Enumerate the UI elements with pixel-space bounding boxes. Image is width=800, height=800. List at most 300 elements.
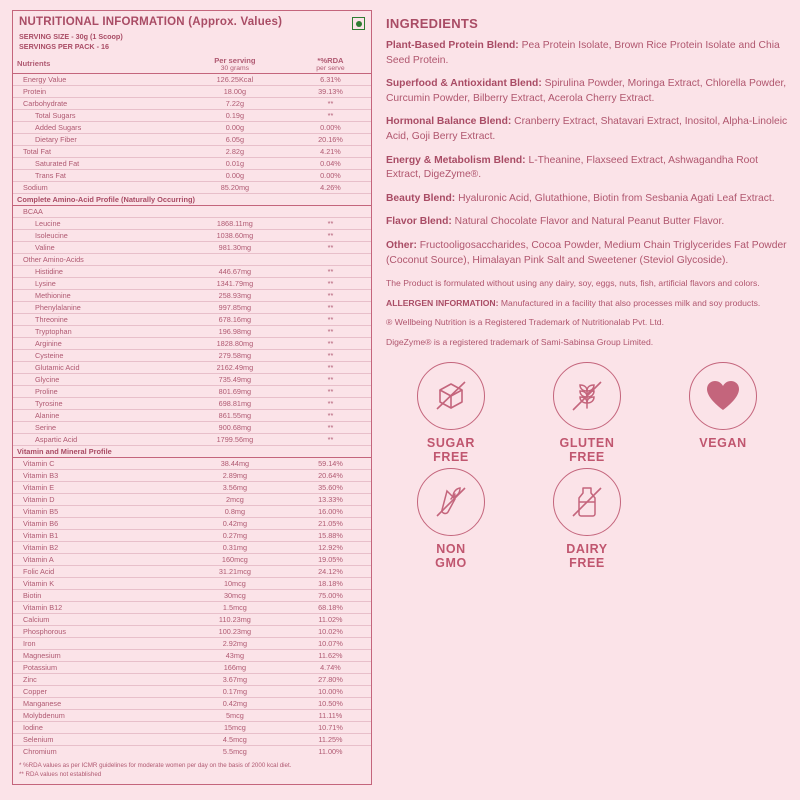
nutrient-name: Phenylalanine [13,301,180,313]
table-row [13,433,371,445]
nutrient-name: Biotin [13,589,180,601]
table-row [13,469,371,481]
table-row [13,745,371,757]
nutrient-amount: 5mcg [180,709,290,721]
nutrient-name: Vitamin B12 [13,601,180,613]
table-row [13,649,371,661]
badge-label [566,542,607,570]
table-row [13,733,371,745]
ingredient-blend [386,192,788,207]
nutrient-rda: 16.00% [290,505,371,517]
nutrient-amount: 15mcg [180,721,290,733]
ingredient-blend-text: Natural Chocolate Flavor and Natural Peanut Butter Flavor. [451,216,725,228]
note-label: ALLERGEN INFORMATION: [386,297,499,308]
nutrient-rda: ** [290,229,371,241]
table-row [13,517,371,529]
table-header-row [13,55,371,74]
note-text: Manufactured in a facility that also processes milk and soy products. [498,297,761,308]
nutrient-amount: 861.55mg [180,409,290,421]
ingredient-note [386,316,788,328]
wheat-icon [553,362,621,430]
nutrient-name: Threonine [13,313,180,325]
badge-label [435,542,467,570]
nutrient-name: Vitamin B6 [13,517,180,529]
nutrient-amount: 2162.49mg [180,361,290,373]
badge-sugar-cube [386,362,516,464]
nutrient-rda: 10.50% [290,697,371,709]
table-row [13,361,371,373]
nutrient-name: Aspartic Acid [13,433,180,445]
badge-wheat [522,362,652,464]
nutrient-rda: 20.64% [290,469,371,481]
ingredients-title: INGREDIENTS [386,16,479,31]
nutrient-rda: 11.11% [290,709,371,721]
nutrient-rda: ** [290,385,371,397]
badge-label [699,436,746,450]
nutrition-panel-column [12,10,372,790]
footnote-rda: * %RDA values as per ICMR guidelines for moderate women per day on the basis of 2000 kcal diet. [19,761,292,769]
nutrient-name: Added Sugars [13,121,180,133]
table-row [13,205,371,217]
nutrient-rda: 15.88% [290,529,371,541]
table-row [13,493,371,505]
nutrient-rda: ** [290,241,371,253]
ingredient-note [386,297,788,309]
nutrient-name: Selenium [13,733,180,745]
ingredient-blend-label: Plant-Based Protein Blend: [386,40,519,51]
table-row [13,169,371,181]
nutrient-name: Molybdenum [13,709,180,721]
nutrient-amount: 2.89mg [180,469,290,481]
nutrient-amount: 126.25Kcal [180,73,290,85]
nutrient-amount [180,205,290,217]
badge-label-line1: SUGAR [426,436,476,451]
nutrient-rda: ** [290,265,371,277]
table-row [13,85,371,97]
nutrient-rda: 68.18% [290,601,371,613]
table-row [13,553,371,565]
nutrient-name: Leucine [13,217,180,229]
rda-label: *%RDA [317,55,344,65]
ingredient-note [386,277,788,289]
nutrient-amount: 196.98mg [180,325,290,337]
badge-label-line1: NON [436,542,466,557]
nutrient-amount: 0.42mg [180,697,290,709]
nutrient-amount: 981.30mg [180,241,290,253]
nutrient-name: Magnesium [13,649,180,661]
nutrient-rda: ** [290,421,371,433]
nutrient-rda: 11.02% [290,613,371,625]
nutrient-amount: 30mcg [180,589,290,601]
per-serving-sub: 30 grams [220,64,250,72]
ingredient-blend-text: Fructooligosaccharides, Cocoa Powder, Medium Chain Triglycerides Fat Powder (Coconut Source), Himalayan Pink Salt and Sweetener (Steviol Glycoside). [386,240,787,266]
note-text: DigeZyme® is a registered trademark of Sami-Sabinsa Group Limited. [386,336,654,347]
nutrient-name: Vitamin A [13,553,180,565]
table-row [13,577,371,589]
nutrient-amount: 446.67mg [180,265,290,277]
nutrient-amount: 166mg [180,661,290,673]
serving-size: SERVING SIZE - 30g (1 Scoop) [19,32,123,41]
table-row [13,721,371,733]
nutrient-amount: 1038.60mg [180,229,290,241]
badge-label-line2: GMO [435,556,467,571]
nutrient-rda: 39.13% [290,85,371,97]
nutrient-amount: 100.23mg [180,625,290,637]
nutrient-name: Tryptophan [13,325,180,337]
nutrient-amount: 2mcg [180,493,290,505]
nutrient-amount: 0.8mg [180,505,290,517]
badge-label [427,436,475,464]
nutrition-footnotes [13,757,371,785]
ingredient-blend [386,39,788,68]
table-row [13,565,371,577]
nutrition-title: NUTRITIONAL INFORMATION (Approx. Values) [19,16,283,28]
nutrient-amount: 1828.80mg [180,337,290,349]
table-row [13,385,371,397]
nutrient-rda: ** [290,325,371,337]
nutrient-name: Glutamic Acid [13,361,180,373]
table-row [13,241,371,253]
table-row [13,529,371,541]
table-row [13,697,371,709]
nutrient-amount: 110.23mg [180,613,290,625]
nutrient-amount: 10mcg [180,577,290,589]
veg-mark-icon [352,17,365,30]
sugar-cube-icon [417,362,485,430]
table-row [13,709,371,721]
note-text: ® Wellbeing Nutrition is a Registered Trademark of Nutritionalab Pvt. Ltd. [386,317,664,328]
badge-label-line2: FREE [569,556,605,571]
ingredient-blend-label: Beauty Blend: [386,192,456,204]
nutrient-amount: 1799.56mg [180,433,290,445]
nutrient-name: Vitamin B3 [13,469,180,481]
ingredient-blend-text: L-Theanine, Flaxseed Extract, Ashwagandha Root Extract, DigeZyme®. [386,154,758,181]
nutrition-table [13,55,371,757]
nutrient-name: Sodium [13,181,180,193]
nutrient-amount: 43mg [180,649,290,661]
nutrient-rda: ** [290,97,371,109]
nutrient-name: Isoleucine [13,229,180,241]
nutrient-name: Proline [13,385,180,397]
nutrient-rda: ** [290,337,371,349]
table-row [13,409,371,421]
nutrient-amount: 0.27mg [180,529,290,541]
nutrient-amount: 3.67mg [180,673,290,685]
column-header-rda [290,55,371,74]
nutrient-amount: 279.58mg [180,349,290,361]
table-row [13,181,371,193]
nutrient-name: Methionine [13,289,180,301]
badge-empty [658,468,788,570]
nutrient-rda: 75.00% [290,589,371,601]
table-row [13,481,371,493]
table-row [13,325,371,337]
nutrient-rda: 35.60% [290,481,371,493]
nutrient-rda: 10.02% [290,625,371,637]
nutrient-rda: 0.04% [290,157,371,169]
table-row [13,349,371,361]
milk-bottle-icon [553,468,621,536]
nutrient-rda: 27.80% [290,673,371,685]
nutrient-name: Vitamin D [13,493,180,505]
badge-label [560,436,615,464]
badge-heart [658,362,788,464]
table-row [13,229,371,241]
nutrition-facts-box [12,10,372,785]
nutrient-name: Total Sugars [13,109,180,121]
nutrient-name: Folic Acid [13,565,180,577]
table-row [13,637,371,649]
table-row [13,601,371,613]
ingredient-blend [386,115,788,144]
table-row [13,109,371,121]
nutrient-amount: 4.5mcg [180,733,290,745]
nutrient-name: Manganese [13,697,180,709]
table-row [13,217,371,229]
table-row [13,73,371,85]
table-row [13,685,371,697]
table-row [13,421,371,433]
nutrient-amount: 3.56mg [180,481,290,493]
badge-milk-bottle [522,468,652,570]
table-row [13,673,371,685]
nutrient-rda: 10.07% [290,637,371,649]
ingredient-blend [386,154,788,183]
table-row [13,313,371,325]
nutrient-rda: 19.05% [290,553,371,565]
nutrient-amount [180,253,290,265]
nutrient-rda: ** [290,301,371,313]
nutrient-name: Chromium [23,746,57,756]
nutrient-rda: ** [290,109,371,121]
nutrient-rda: 11.62% [290,649,371,661]
nutrient-name: Calcium [13,613,180,625]
nutrient-name: Valine [13,241,180,253]
nutrient-amount: 0.17mg [180,685,290,697]
nutrient-name: Carbohydrate [13,97,180,109]
nutrient-rda: ** [290,313,371,325]
table-row [13,133,371,145]
table-row [13,277,371,289]
table-row [13,505,371,517]
nutrient-amount: 997.85mg [180,301,290,313]
nutrient-name: Vitamin B1 [13,529,180,541]
nutrient-rda: 0.00% [290,121,371,133]
nutrient-amount: 5.5mcg [222,746,247,756]
nutrient-rda: ** [290,217,371,229]
ingredient-blend [386,77,788,106]
nutrient-name: Histidine [13,265,180,277]
nutrient-name: Total Fat [13,145,180,157]
ingredients-list [386,39,788,268]
nutrient-amount: 85.20mg [180,181,290,193]
nutrient-amount: 678.16mg [180,313,290,325]
ingredients-column [386,10,788,790]
nutrient-amount: 160mcg [180,553,290,565]
nutrient-name: Tyrosine [13,397,180,409]
nutrient-rda: ** [290,433,371,445]
ingredient-note [386,336,788,348]
badge-label-line2: FREE [433,450,469,465]
nutrient-rda: 6.31% [290,73,371,85]
nutrient-rda [290,253,371,265]
nutrient-amount: 1.5mcg [180,601,290,613]
nutrient-amount: 698.81mg [180,397,290,409]
nutrient-name: Iron [13,637,180,649]
nutrient-name: Vitamin E [13,481,180,493]
per-serving-label: Per serving [214,55,256,65]
table-row [13,541,371,553]
table-row [13,613,371,625]
nutrient-name: Other Amino-Acids [13,253,180,265]
table-section-row [13,193,371,205]
table-row [13,97,371,109]
nutrient-amount: 258.93mg [180,289,290,301]
nutrient-name: Dietary Fiber [13,133,180,145]
nutrient-rda: ** [290,373,371,385]
nutrient-name: Vitamin K [13,577,180,589]
ingredient-blend-label: Energy & Metabolism Blend: [386,154,526,166]
nutrient-rda: 24.12% [290,565,371,577]
nutrient-rda: 4.74% [290,661,371,673]
table-row [13,397,371,409]
nutrient-amount: 1341.79mg [180,277,290,289]
nutrient-rda: ** [290,409,371,421]
column-header-nutrients: Nutrients [13,55,180,74]
column-header-per-serving [180,55,290,74]
badge-label-line1: DAIRY [566,542,608,557]
nutrient-name: BCAA [13,205,180,217]
nutrient-name: Vitamin B2 [13,541,180,553]
nutrient-rda [290,205,371,217]
nutrient-rda: 10.71% [290,721,371,733]
ingredient-blend [386,215,788,230]
ingredients-notes [386,277,788,348]
nutrient-name: Copper [13,685,180,697]
nutrient-amount: 31.21mcg [180,565,290,577]
nutrient-name: Alanine [13,409,180,421]
nutrient-name: Glycine [13,373,180,385]
badge-label-line2: FREE [569,450,605,465]
badge-test-tube-sprout [386,468,516,570]
nutrient-name: Protein [13,85,180,97]
nutrient-rda: ** [290,349,371,361]
ingredient-blend-label: Superfood & Antioxidant Blend: [386,78,542,90]
nutrient-rda: ** [290,361,371,373]
section-label: Vitamin and Mineral Profile [13,445,371,457]
nutrient-rda: 4.26% [290,181,371,193]
nutrient-rda: 20.16% [290,133,371,145]
table-section-row [13,445,371,457]
ingredient-blend-label: Flavor Blend: [386,216,452,228]
nutrient-rda: ** [290,397,371,409]
rda-sub: per serve [316,64,345,72]
table-row [13,301,371,313]
nutrient-amount: 2.92mg [180,637,290,649]
table-row [13,373,371,385]
ingredient-blend [386,239,788,268]
nutrient-name: Vitamin C [13,457,180,469]
nutrient-amount: 735.49mg [180,373,290,385]
ingredient-blend-label: Other: [386,240,417,252]
ingredient-blend-text: Cranberry Extract, Shatavari Extract, Inositol, Alpha-Linoleic Acid, Goji Berry Extract. [386,116,788,143]
nutrition-header [13,11,371,32]
table-row [13,145,371,157]
nutrient-rda: 21.05% [290,517,371,529]
nutrient-amount: 0.42mg [180,517,290,529]
table-row [13,265,371,277]
nutrient-amount: 38.44mg [180,457,290,469]
nutrient-rda: ** [290,289,371,301]
nutrient-amount: 18.00g [180,85,290,97]
nutrient-name: Phosphorous [13,625,180,637]
ingredient-blend-text: Spirulina Powder, Moringa Extract, Chlorella Powder, Curcumin Powder, Bilberry Extract, Acerola Cherry Extract. [386,78,787,104]
table-row [13,337,371,349]
table-row [13,625,371,637]
nutrient-name: Saturated Fat [13,157,180,169]
nutrient-rda: 18.18% [290,577,371,589]
ingredient-blend-label: Hormonal Balance Blend: [386,116,512,128]
nutrient-amount: 1868.11mg [180,217,290,229]
table-row [13,157,371,169]
test-tube-sprout-icon [417,468,485,536]
servings-per-pack: SERVINGS PER PACK - 16 [19,42,110,52]
table-row [13,253,371,265]
heart-icon [689,362,757,430]
nutrient-rda: 12.92% [290,541,371,553]
nutrient-name: Lysine [13,277,180,289]
nutrient-amount: 7.22g [180,97,290,109]
nutrient-name: Iodine [13,721,180,733]
nutrient-name: Zinc [13,673,180,685]
nutrient-rda: 10.00% [290,685,371,697]
serving-info [13,32,371,55]
nutrient-name: Vitamin B5 [13,505,180,517]
ingredient-blend-text: Hyaluronic Acid, Glutathione, Biotin from Sesbania Agati Leaf Extract. [455,192,775,204]
nutrient-rda: 4.21% [290,145,371,157]
nutrient-name: Cysteine [13,349,180,361]
certification-badges [386,362,788,570]
table-row [13,589,371,601]
nutrient-name: Potassium [13,661,180,673]
nutrient-name: Serine [13,421,180,433]
nutrient-rda: 11.25% [290,733,371,745]
nutrient-amount: 0.00g [180,169,290,181]
footnote-not-established: ** RDA values not established [19,771,102,779]
nutrient-amount: 0.19g [180,109,290,121]
section-label: Complete Amino-Acid Profile (Naturally Occurring) [13,193,371,205]
nutrient-rda: ** [290,277,371,289]
nutrient-amount: 0.31mg [180,541,290,553]
table-row [13,121,371,133]
nutrient-rda: 59.14% [290,457,371,469]
badge-label-line1: GLUTEN [559,436,615,451]
badge-label-line1: VEGAN [699,436,747,451]
table-row [13,457,371,469]
nutrient-amount: 900.68mg [180,421,290,433]
note-text: The Product is formulated without using any dairy, soy, eggs, nuts, fish, artificial flavors and colors. [386,278,760,289]
ingredient-blend-text: Pea Protein Isolate, Brown Rice Protein Isolate and Chia Seed Protein. [386,40,780,66]
nutrient-amount: 0.00g [180,121,290,133]
table-row [13,661,371,673]
nutrient-name: Energy Value [13,73,180,85]
nutrient-rda: 0.00% [290,169,371,181]
nutrient-amount: 6.05g [180,133,290,145]
nutrient-amount: 0.01g [180,157,290,169]
table-row [13,289,371,301]
nutrient-rda: 11.00% [318,746,343,756]
nutrient-name: Arginine [13,337,180,349]
